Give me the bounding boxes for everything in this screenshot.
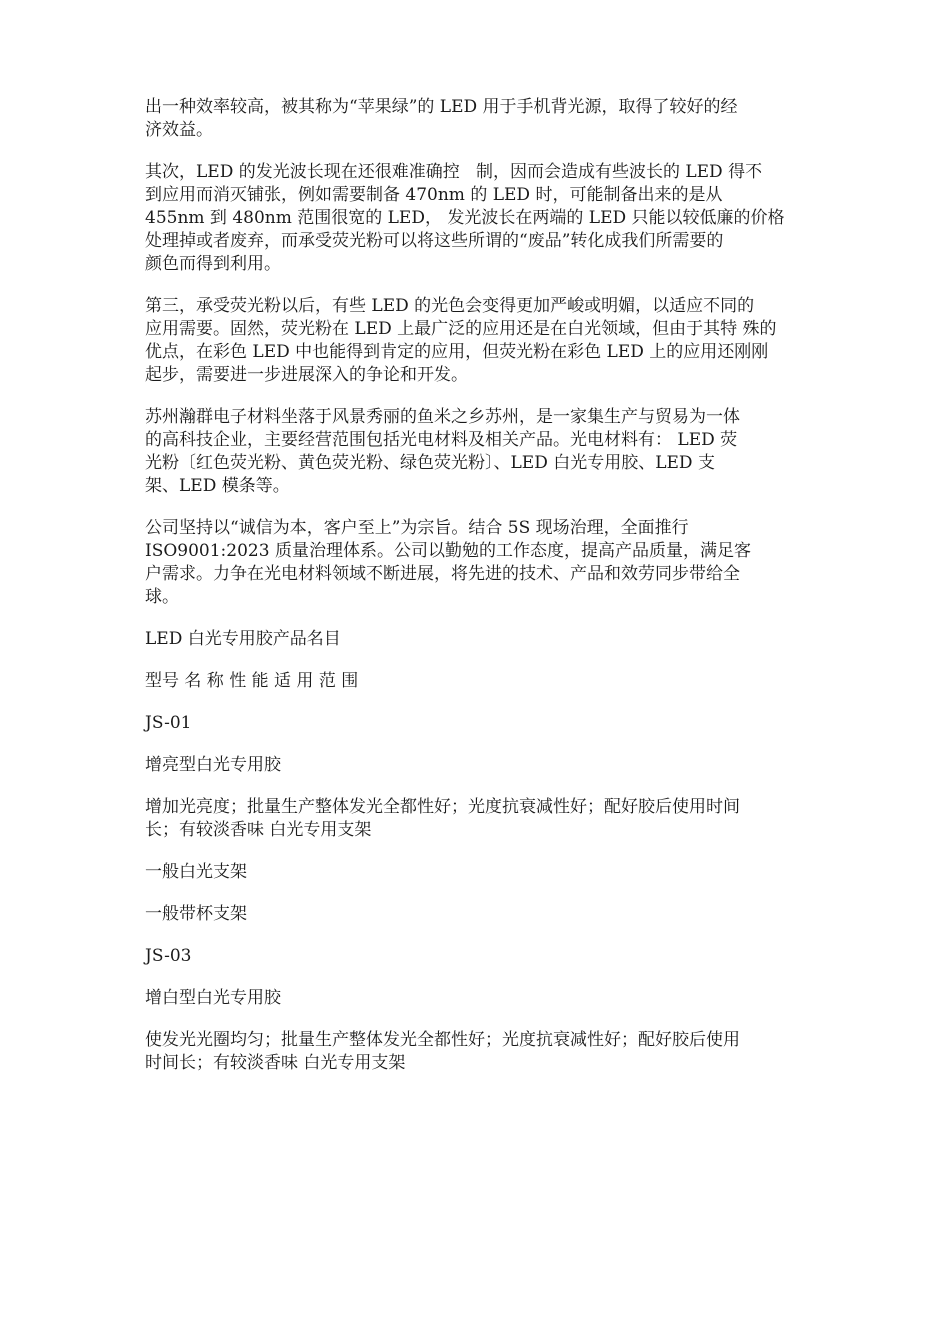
paragraph-company-policy [145,517,813,609]
product-performance [145,1029,813,1075]
paragraph-phosphor-color [145,295,813,387]
product-performance [145,796,813,842]
text-line: 增亮型白光专用胶 [145,755,281,775]
document-page [145,96,813,1094]
text-line: 使发光光圈均匀；批量生产整体发光全都性好；光度抗衰减性好；配好胶后使用 [145,1030,740,1050]
paragraph-apple-green [145,96,813,142]
product-application [145,861,813,884]
text-line: 起步，需要进一步进展深入的争论和开发。 [145,365,468,385]
product-model [145,945,813,968]
text-line: 优点，在彩色 LED 中也能得到肯定的应用，但荧光粉在彩色 LED 上的应用还刚刚 [145,342,769,362]
text-line: 公司坚持以“诚信为本，客户至上”为宗旨。结合 5S 现场治理，全面推行 [145,518,689,538]
text-line: 455nm 到 480nm 范围很宽的 LED， 发光波长在两端的 LED 只能以较低廉的价格 [145,208,785,228]
text-line: 一般白光支架 [145,862,247,882]
text-line: 其次，LED 的发光波长现在还很难准确控 制，因而会造成有些波长的 LED 得不 [145,162,763,182]
paragraph-wavelength [145,161,813,276]
text-line: 颜色而得到利用。 [145,254,281,274]
text-line: 增加光亮度；批量生产整体发光全都性好；光度抗衰减性好；配好胶后使用时间 [145,797,740,817]
text-line: JS-03 [145,946,192,966]
paragraph-company-intro [145,406,813,498]
text-line: 第三，承受荧光粉以后，有些 LED 的光色会变得更加严峻或明媚，以适应不同的 [145,296,755,316]
text-line: 时间长；有较淡香味 白光专用支架 [145,1053,406,1073]
product-application [145,903,813,926]
text-line: 架、LED 模条等。 [145,476,290,496]
text-line: 球。 [145,587,179,607]
text-line: LED 白光专用胶产品名目 [145,629,341,649]
product-model [145,712,813,735]
product-name [145,754,813,777]
text-line: 光粉〔红色荧光粉、黄色荧光粉、绿色荧光粉〕、LED 白光专用胶、LED 支 [145,453,715,473]
text-line: 处理掉或者废弃，而承受荧光粉可以将这些所谓的“废品”转化成我们所需要的 [145,231,724,251]
text-line: 长；有较淡香味 白光专用支架 [145,820,372,840]
catalog-heading [145,628,813,651]
text-line: 出一种效率较高，被其称为“苹果绿”的 LED 用于手机背光源，取得了较好的经 [145,97,738,117]
text-line: 增白型白光专用胶 [145,988,281,1008]
text-line: JS-01 [145,713,192,733]
text-line: ISO9001:2023 质量治理体系。公司以勤勉的工作态度，提高产品质量，满足客 [145,541,751,561]
text-line: 应用需要。固然，荧光粉在 LED 上最广泛的应用还是在白光领域，但由于其特 殊的 [145,319,777,339]
catalog-column-headers [145,670,813,693]
product-name [145,987,813,1010]
text-line: 到应用而消灭铺张，例如需要制备 470nm 的 LED 时，可能制备出来的是从 [145,185,723,205]
text-line: 一般带杯支架 [145,904,247,924]
text-line: 济效益。 [145,120,213,140]
text-line: 型号 名 称 性 能 适 用 范 围 [145,671,359,691]
text-line: 户需求。力争在光电材料领域不断进展，将先进的技术、产品和效劳同步带给全 [145,564,740,584]
text-line: 苏州瀚群电子材料坐落于风景秀丽的鱼米之乡苏州，是一家集生产与贸易为一体 [145,407,740,427]
text-line: 的高科技企业，主要经营范围包括光电材料及相关产品。光电材料有： LED 荧 [145,430,738,450]
